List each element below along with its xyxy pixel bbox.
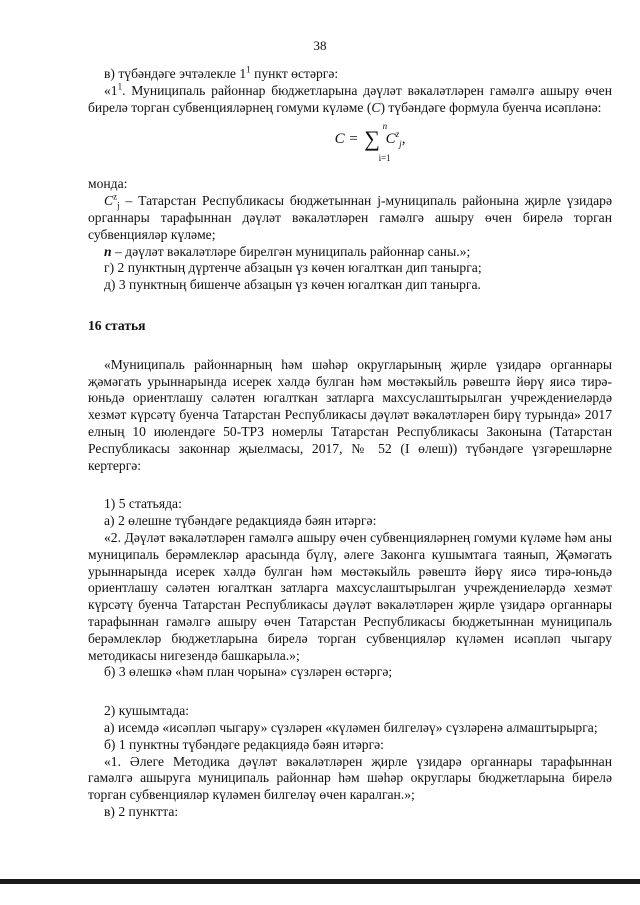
section-2-item-v: в) 2 пунктта: xyxy=(104,803,179,819)
item-d: д) 3 пунктның бишенче абзацын үз көчен югалткан дип танырга. xyxy=(104,277,481,293)
section-2-title: 2) кушымтада: xyxy=(104,703,190,719)
page-number: 38 xyxy=(313,38,327,53)
formula: C = ∑ n i=1 $C^z_j$, xyxy=(128,128,612,168)
section-1-item-b: б) 3 өлешкә «һәм план чорына» сүзләрен өстәргә; xyxy=(104,664,393,680)
document-body xyxy=(88,66,612,821)
paragraph-1-1: «$1^1$. Муниципаль районнар бюджетларына дәүләт вәкаләтләрен гамәлгә ашыру өчен бирелә торган субвенцияләрнең гомуми күләме (C) түбәндәге формула буенча исәпләнә: xyxy=(88,81,612,115)
section-1-quote: «2. Дәүләт вәкаләтләрен гамәлгә ашыру өчен субвенцияләрнең гомуми күләме һәм аны муниципаль берәмлекләр арасында бүлү, әлеге Законга кушымтага таянып, Җәмәгать урыннарында исерек хәлдә булган һәм мөстәкыйль рәвештә йөрү яисә тирә-юньдә ориентлашу сәләтен югалткан затларга махсуслаштырылган учреждениеләрдә хезмәт күрсәтү буенча Татарстан Республикасы дәүләт вәкаләтләрен җирле үзидарә органнары тарафыннан гамәлгә ашыру өчен Татарстан Республикасы бюджетыннан муниципаль берәмлекләр бюджетларына бирелә торган субвенцияләр күләмен исәпләп чыгару методикасы нигезендә башкарыла.»; xyxy=(88,529,612,663)
item-g: г) 2 пунктның дүртенче абзацын үз көчен югалткан дип танырга; xyxy=(104,260,482,276)
item-v-amend: в) түбәндәге эчтәлекле $1^1$ пункт өстәргә: xyxy=(104,64,339,81)
sum-upper-limit: n xyxy=(382,121,388,132)
section-2-item-b: б) 1 пунктны түбәндәге редакциядә бәян итәргә: xyxy=(104,736,384,752)
bottom-rule xyxy=(0,879,640,884)
article-intro: «Муниципаль районнарның һәм шәһәр округларының җирле үзидарә органнары җәмәгать урыннарында исерек хәлдә булган һәм мөстәкыйль рәвештә йөрү яисә тирә-юньдә ориентлашу сәләтен югалткан затларга махсуслаштырылган учреждениеләрдә хезмәт күрсәтү буенча Татарстан Республикасы дәүләт вәкаләтләрен бирү турында» 2017 елның 10 июлендәге 50-ТРЗ номерлы Татарстан Республикасы Законына (Татарстан Республикасы законнар җыелмасы, 2017, № 52 (I өлеш)) түбәндәге үзгәрешләрне кертергә: xyxy=(88,356,612,473)
section-2-quote: «1. Әлеге Методика дәүләт вәкаләтләрен җирле үзидарә органнары тарафыннан гамәлгә ашыруга муниципаль районнар һәм шәһәр округлары бюджетларына бирелә торган субвенцияләр күләмен билгеләү өчен каралган.»; xyxy=(88,753,612,803)
sum-lower-limit: i=1 xyxy=(378,153,391,164)
article-heading: 16 статья xyxy=(88,317,146,333)
section-1-item-a: а) 2 өлешне түбәндәге редакциядә бәян итәргә: xyxy=(104,513,377,529)
monda-label: монда: xyxy=(88,176,128,192)
definition-n: n – дәүләт вәкаләтләре бирелгән муниципаль районнар саны.»; xyxy=(104,243,471,259)
definition-cjz: $C^z_j$ – Татарстан Республикасы бюджетыннан j-муниципаль районына җирле үзидарә органнары тарафыннан дәүләт вәкаләтләрен гамәлгә ашыру өчен бирелә торган субвенцияләр күләме; xyxy=(88,191,612,242)
section-2-item-a: а) исемдә «исәпләп чыгару» сүзләрен «күләмен билгеләү» сүзләренә алмаштырырга; xyxy=(104,719,598,735)
sum-symbol: ∑ xyxy=(364,126,380,152)
section-1-title: 1) 5 статьяда: xyxy=(104,496,182,512)
